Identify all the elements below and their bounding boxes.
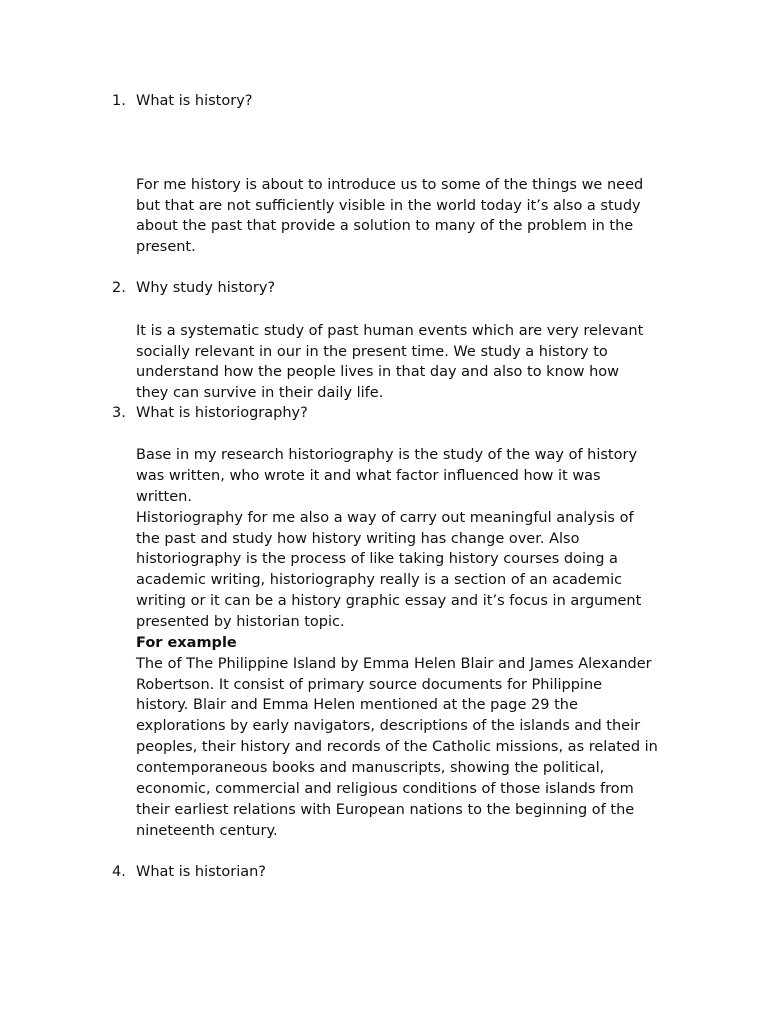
answer-3-line: Base in my research historiography is the study of the way of history	[136, 447, 638, 463]
answer-3-line: academic writing, historiography really is a section of an academic	[136, 572, 623, 588]
answer-2-line: they can survive in their daily life.	[136, 385, 384, 401]
answer-3-line: presented by historian topic.	[136, 614, 345, 630]
question-3-text: What is historiography?	[136, 405, 308, 421]
example-line: history. Blair and Emma Helen mentioned at the page 29 the	[136, 697, 578, 713]
example-line: peoples, their history and records of the Catholic missions, as related in	[136, 739, 658, 755]
answer-1-line: but that are not sufficiently visible in the world today it’s also a study	[136, 198, 641, 214]
question-2-text: Why study history?	[136, 280, 276, 296]
question-2-number: 2.	[112, 280, 126, 296]
question-1-number: 1.	[112, 93, 126, 109]
answer-3-line: was written, who wrote it and what factor influenced how it was	[136, 468, 601, 484]
answer-2-line: It is a systematic study of past human events which are very relevant	[136, 323, 644, 339]
example-line: economic, commercial and religious conditions of those islands from	[136, 781, 634, 797]
answer-2-line: socially relevant in our in the present time. We study a history to	[136, 344, 608, 360]
question-1-text: What is history?	[136, 93, 253, 109]
question-4-number: 4.	[112, 864, 126, 880]
question-4-text: What is historian?	[136, 864, 266, 880]
example-line: contemporaneous books and manuscripts, showing the political,	[136, 760, 605, 776]
answer-2-line: understand how the people lives in that day and also to know how	[136, 364, 620, 380]
answer-1-line: For me history is about to introduce us to some of the things we need	[136, 177, 644, 193]
answer-3-line: Historiography for me also a way of carry out meaningful analysis of	[136, 510, 634, 526]
answer-1-line: present.	[136, 239, 196, 255]
example-line: nineteenth century.	[136, 823, 278, 839]
example-line: explorations by early navigators, descriptions of the islands and their	[136, 718, 641, 734]
example-line: their earliest relations with European nations to the beginning of the	[136, 802, 635, 818]
answer-3-line: writing or it can be a history graphic essay and it’s focus in argument	[136, 593, 642, 609]
answer-1-line: about the past that provide a solution to many of the problem in the	[136, 218, 634, 234]
answer-3-line: written.	[136, 489, 192, 505]
example-line: Robertson. It consist of primary source documents for Philippine	[136, 677, 603, 693]
answer-3-line: historiography is the process of like taking history courses doing a	[136, 551, 618, 567]
answer-3-line: the past and study how history writing has change over. Also	[136, 531, 580, 547]
example-line: The of The Philippine Island by Emma Helen Blair and James Alexander	[136, 656, 652, 672]
question-3-number: 3.	[112, 405, 126, 421]
example-heading: For example	[136, 635, 237, 651]
